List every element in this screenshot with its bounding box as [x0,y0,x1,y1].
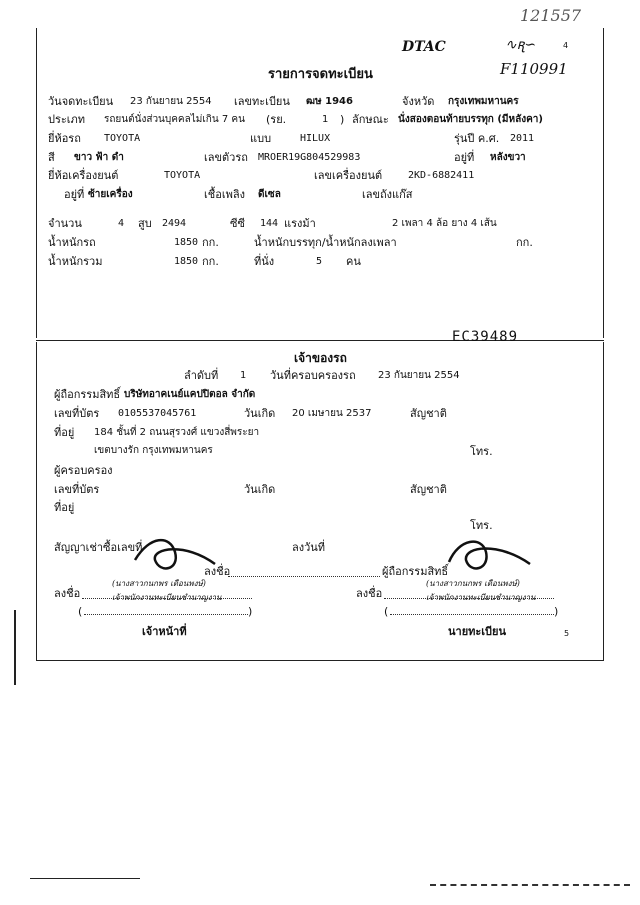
color-label: สี [48,151,55,164]
contract-label: สัญญาเช่าซื้อเลขที่ [54,541,143,554]
ry-value: 1 [322,114,329,125]
owner-label: ผู้ถือกรรมสิทธิ์ [54,388,121,401]
persons-label: คน [346,255,361,268]
owner-nation-label: สัญชาติ [410,407,447,420]
left-border-top [36,28,37,338]
owner-addr-label: ที่อยู่ [54,426,75,439]
possessor-label: ผู้ครอบครอง [54,464,113,477]
right-signature-scribble [444,530,534,578]
contract-date-label: ลงวันที่ [292,541,326,554]
owner-id-value: 0105537045761 [118,408,197,419]
left-border-bottom [36,342,37,660]
weight-label: น้ำหนักรถ [48,236,96,249]
engine-loc-value: ซ้ายเครื่อง [88,189,133,200]
province-value: กรุงเทพมหานคร [448,96,519,107]
seats-label: ที่นั่ง [254,255,275,268]
owner-section-title: เจ้าของรถ [294,351,347,365]
right-name-paren-close: ) [554,605,559,618]
left-name-paren-close: ) [248,605,253,618]
year-label: รุ่นปี ค.ศ. [454,132,500,145]
chassis-loc-label: อยู่ที่ [454,151,475,164]
engine-brand-value: TOYOTA [164,170,201,181]
seq-label: ลำดับที่ [184,369,219,382]
brand-handwritten: DTAC [402,39,446,55]
seats-value: 5 [316,256,323,267]
ry-label: (รย. [266,113,287,126]
engine-no-value: 2KD-6882411 [408,170,475,181]
kg-label-2: กก. [516,236,533,249]
left-officer-name: (นางสาวกนกพร เดือนพงษ์) [112,579,206,588]
owner-birth-label: วันเกิด [244,407,276,420]
right-officer-position: เจ้าพนักงานทะเบียนชำนาญงาน [426,593,536,602]
owner-addr-line2: เขตบางรัก กรุงเทพมหานคร [94,445,213,456]
page-title: รายการจดทะเบียน [268,67,373,82]
engine-loc-label: อยู่ที่ [64,188,85,201]
own-date-label: วันที่ครอบครองรถ [270,369,356,382]
owner-addr-line1: 184 ชั้นที่ 2 ถนนสุรวงศ์ แขวงสี่พระยา [94,427,260,438]
right-name-line [390,614,554,615]
type-label: ประเภท [48,113,86,126]
owner-sign-label: ผู้ถือกรรมสิทธิ์ [382,565,449,578]
left-sign-label: ลงชื่อ [54,587,81,600]
left-name-line [84,614,248,615]
page-marker: 4 [563,41,569,50]
hp-label: แรงม้า [284,217,316,230]
load-label: น้ำหนักบรรทุก/น้ำหนักลงเพลา [254,236,397,249]
ry-close: ) [340,113,345,126]
top-stamp-number: 121557 [520,6,582,25]
right-border-top [603,28,604,338]
model-value: HILUX [300,133,331,144]
gross-label: น้ำหนักรวม [48,255,103,268]
chassis-label: เลขตัวรถ [204,151,248,164]
handwritten-code: F110991 [500,60,568,78]
form-code: EC39489 [452,329,519,345]
possessor-birth-label: วันเกิด [244,483,276,496]
cc-label: ซีซี [230,217,245,230]
possessor-addr-label: ที่อยู่ [54,501,75,514]
bottom-scan-line-left [30,878,140,879]
bottom-line [36,660,604,661]
fuel-label: เชื้อเพลิง [204,188,245,201]
cc-value: 2494 [162,218,187,229]
hp-value: 144 [260,218,279,229]
right-sign-label: ลงชื่อ [356,587,383,600]
cyl-label: สูบ [138,217,152,230]
axle-text: 2 เพลา 4 ล้อ ยาง 4 เส้น [392,218,497,229]
left-sign-label-top: ลงชื่อ [204,565,231,578]
color-value: ขาว ฟ้า ดำ [74,152,124,163]
left-name-paren-open: ( [78,605,83,618]
kg-label-3: กก. [202,255,219,268]
edge-mark [14,610,16,685]
tank-label: เลขถังแก๊ส [362,188,413,201]
province-label: จังหวัด [402,95,435,108]
owner-value: บริษัทอาคเนย์แคปปิตอล จำกัด [124,389,256,400]
reg-date-value: 23 กันยายน 2554 [130,96,212,107]
owner-id-label: เลขที่บัตร [54,407,100,420]
page-number: 5 [564,629,570,638]
model-label: แบบ [250,132,272,145]
possessor-nation-label: สัญชาติ [410,483,447,496]
right-officer-name: (นางสาวกนกพร เดือนพงษ์) [426,579,520,588]
left-officer-position: เจ้าพนักงานทะเบียนชำนาญงาน [112,593,222,602]
brand-value: TOYOTA [104,133,141,144]
registrar-label: นายทะเบียน [448,625,507,638]
brand-label: ยี่ห้อรถ [48,132,81,145]
fold-line [36,340,604,341]
character-label: ลักษณะ [352,113,389,126]
reg-date-label: วันจดทะเบียน [48,95,114,108]
seq-value: 1 [240,370,247,381]
chassis-loc-value: หลังขวา [490,152,526,163]
qty-value: 4 [118,218,125,229]
right-name-paren-open: ( [384,605,389,618]
qty-label: จำนวน [48,217,82,230]
engine-brand-label: ยี่ห้อเครื่องยนต์ [48,169,119,182]
fuel-value: ดีเซล [258,189,281,200]
kg-label-1: กก. [202,236,219,249]
owner-birth-value: 20 เมษายน 2537 [292,408,372,419]
right-border-bottom [603,342,604,660]
owner-tel-label: โทร. [470,445,493,458]
bottom-scan-line-right [430,884,630,886]
type-value: รถยนต์นั่งส่วนบุคคลไม่เกิน 7 คน [104,114,245,125]
possessor-id-label: เลขที่บัตร [54,483,100,496]
reg-number-label: เลขทะเบียน [234,95,290,108]
year-value: 2011 [510,133,535,144]
handwritten-signature-top: ∿ꭆ∽ [505,37,537,53]
chassis-value: MROER19G804529983 [258,152,361,163]
weight-value: 1850 [174,237,199,248]
character-value: นั่งสองตอนท้ายบรรทุก (มีหลังคา) [398,114,543,125]
reg-number-value: ฒษ 1946 [306,96,353,107]
officer-label: เจ้าหน้าที่ [142,625,187,638]
engine-no-label: เลขเครื่องยนต์ [314,169,383,182]
left-sign-line-top [228,576,380,577]
gross-value: 1850 [174,256,199,267]
possessor-tel-label: โทร. [470,519,493,532]
own-date-value: 23 กันยายน 2554 [378,370,460,381]
